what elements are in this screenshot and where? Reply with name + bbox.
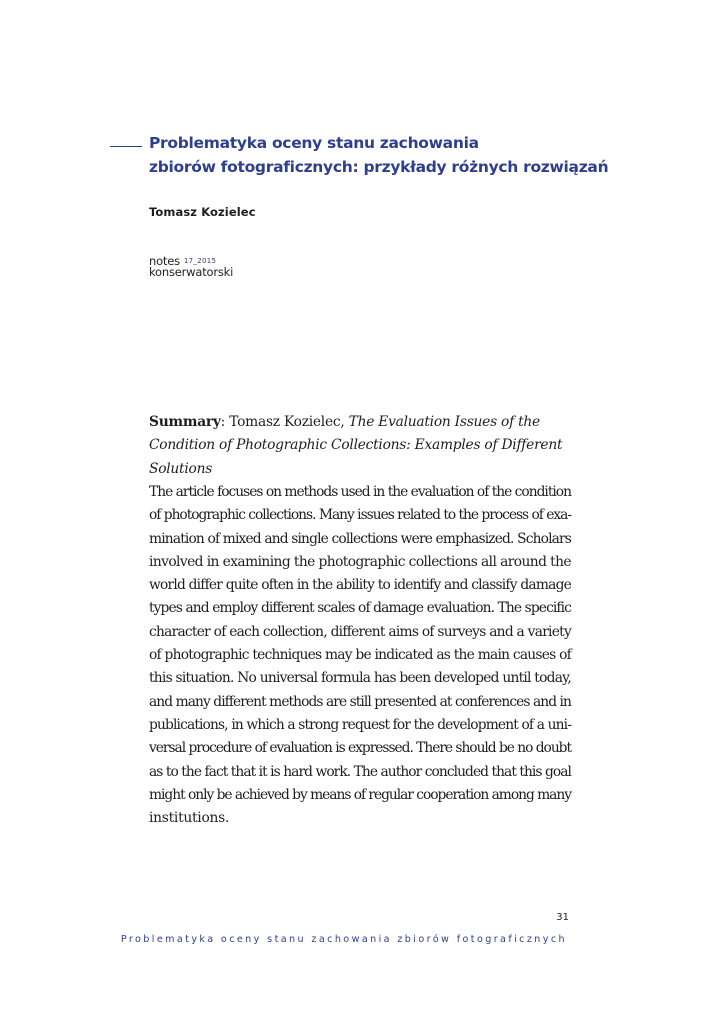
abstract-line: of photographic collections. Many issues related to the process of exa- bbox=[149, 507, 571, 524]
summary-label: Summary bbox=[149, 414, 221, 430]
abstract-line: The article focuses on methods used in the evaluation of the condition bbox=[149, 484, 571, 500]
summary-heading bbox=[149, 411, 571, 481]
abstract-line: publications, in which a strong request for the development of a uni- bbox=[149, 716, 571, 733]
abstract-line: mination of mixed and single collections were emphasized. Scholars bbox=[149, 530, 571, 547]
abstract-body bbox=[149, 481, 571, 830]
title-rule bbox=[110, 146, 142, 147]
abstract-line: this situation. No universal formula has been developed until today, bbox=[149, 670, 571, 687]
article-title-line-2: zbiorów fotograficznych: przykłady różnych rozwiązań bbox=[149, 158, 609, 176]
journal-name-part-2: konserwatorski bbox=[149, 265, 234, 279]
article-title-line-1: Problematyka oceny stanu zachowania bbox=[149, 134, 479, 152]
abstract-line: of photographic techniques may be indicated as the main causes of bbox=[149, 647, 571, 664]
abstract-line: world differ quite often in the ability to identify and classify damage bbox=[149, 577, 571, 594]
article-title bbox=[149, 131, 609, 179]
abstract-line: involved in examining the photographic collections all around the bbox=[149, 553, 571, 570]
abstract-line: versal procedure of evaluation is expressed. There should be no doubt bbox=[149, 740, 571, 757]
summary-author: Tomasz Kozielec, bbox=[229, 414, 349, 430]
journal-logo bbox=[149, 254, 233, 278]
page-number: 31 bbox=[556, 912, 569, 923]
abstract-line: and many different methods are still presented at conferences and in bbox=[149, 693, 571, 710]
summary-english-title: The Evaluation Issues of the Condition of Photographic Collections: Examples of Different Solutions bbox=[149, 414, 563, 477]
abstract-line: institutions. bbox=[149, 810, 230, 827]
abstract-line: as to the fact that it is hard work. The author concluded that this goal bbox=[149, 763, 571, 780]
abstract-line: character of each collection, different aims of surveys and a variety bbox=[149, 623, 571, 640]
running-footer-title: Problematyka oceny stanu zachowania zbiorów fotograficznych bbox=[120, 934, 567, 945]
article-author: Tomasz Kozielec bbox=[149, 205, 256, 219]
abstract-line: types and employ different scales of damage evaluation. The specific bbox=[149, 600, 571, 617]
abstract-line: might only be achieved by means of regular cooperation among many bbox=[149, 786, 571, 803]
journal-name-part-1: notes bbox=[149, 254, 180, 268]
summary-separator: : bbox=[220, 414, 230, 430]
journal-issue: 17_2015 bbox=[183, 257, 217, 265]
